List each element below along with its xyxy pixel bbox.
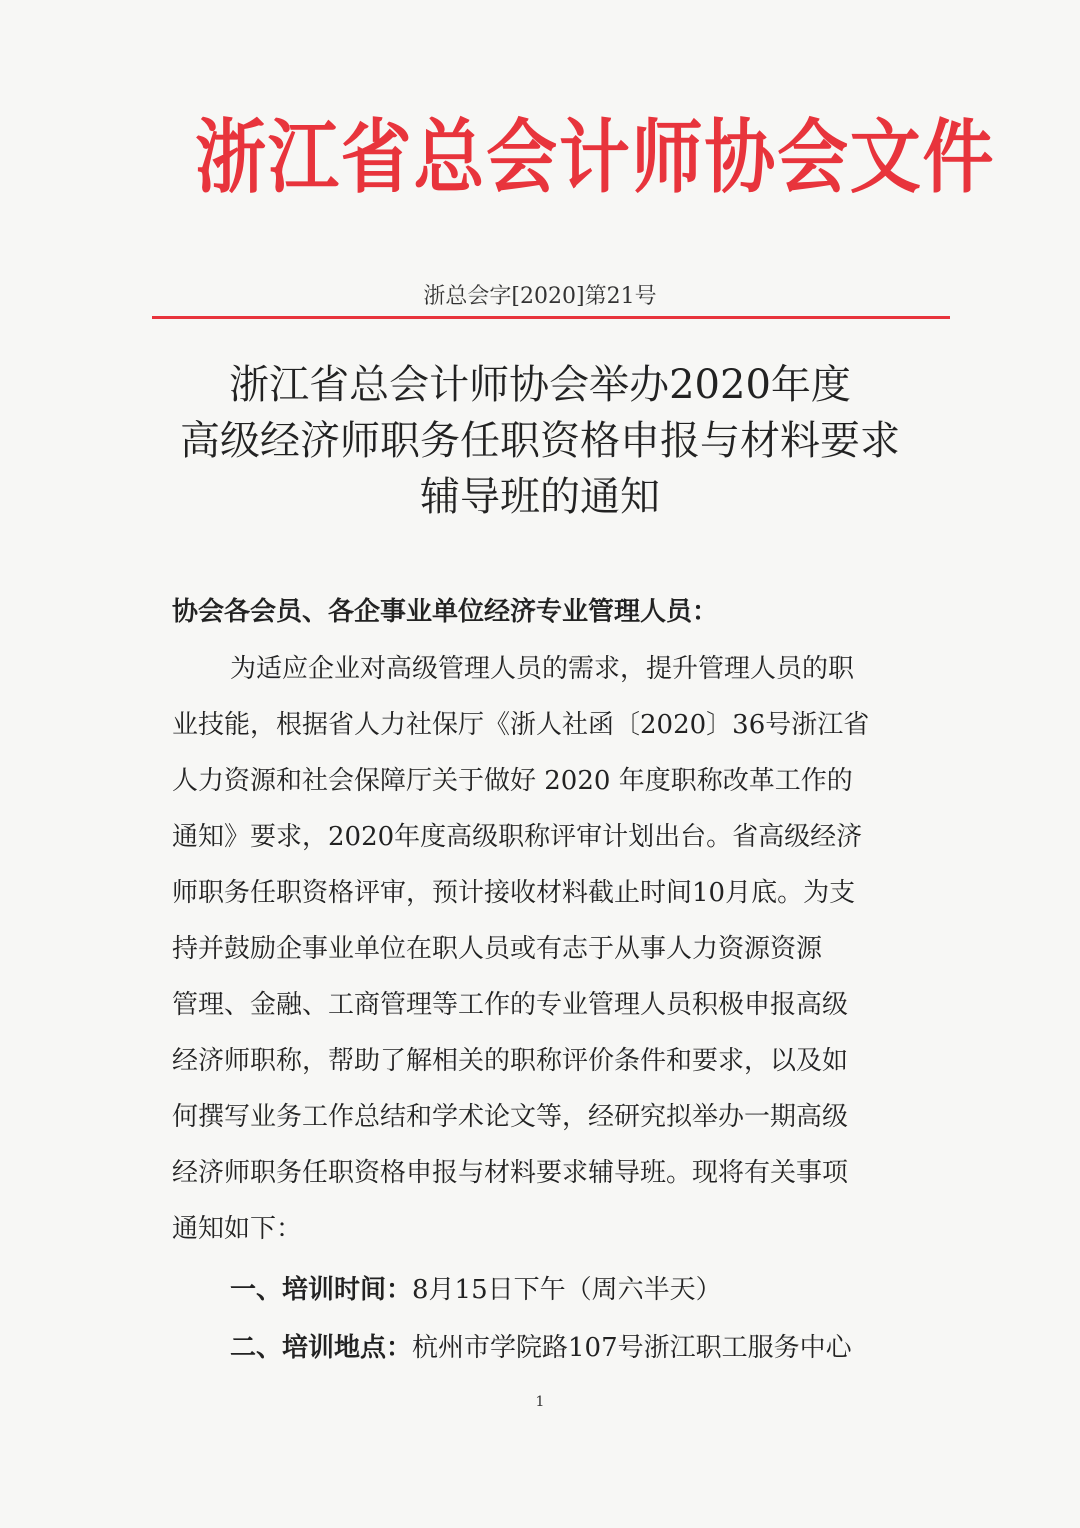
training-time-item <box>230 1270 722 1310</box>
body-line: 业技能，根据省人力社保厅《浙人社函〔2020〕36号浙江省 <box>172 710 870 740</box>
item-value: 杭州市学院路107号浙江职工服务中心 <box>412 1333 852 1363</box>
body-line: 持并鼓励企事业单位在职人员或有志于从事人力资源资源 <box>172 934 823 964</box>
body-line: 通知如下： <box>172 1214 303 1244</box>
notice-title-line: 浙江省总会计师协会举办2020年度 <box>229 362 851 408</box>
document-number: 浙总会字[2020]第21号 <box>423 284 657 309</box>
body-line: 通知》要求，2020年度高级职称评审计划出台。省高级经济 <box>172 822 863 852</box>
notice-title-line: 高级经济师职务任职资格申报与材料要求 <box>180 418 900 464</box>
body-line: 为适应企业对高级管理人员的需求，提升管理人员的职 <box>230 654 855 684</box>
item-label: 一、培训时间： <box>230 1275 413 1305</box>
notice-title-line: 辅导班的通知 <box>420 474 660 520</box>
notice-title <box>120 357 960 525</box>
page-number: 1 <box>535 1394 545 1410</box>
body-line: 何撰写业务工作总结和学术论文等，经研究拟举办一期高级 <box>172 1102 849 1132</box>
item-value: 8月15日下午（周六半天） <box>412 1275 722 1305</box>
body-line: 经济师职称，帮助了解相关的职称评价条件和要求，以及如 <box>172 1046 849 1076</box>
body-line: 师职务任职资格评审，预计接收材料截止时间10月底。为支 <box>172 878 856 908</box>
body-line: 管理、金融、工商管理等工作的专业管理人员积极申报高级 <box>172 990 849 1020</box>
item-label: 二、培训地点： <box>230 1333 413 1363</box>
salutation: 协会各会员、各企事业单位经济专业管理人员： <box>172 597 719 627</box>
header-title: 浙江省总会计师协会文件 <box>195 111 996 204</box>
body-line: 人力资源和社会保障厅关于做好 2020 年度职称改革工作的 <box>172 766 853 796</box>
body-line: 经济师职务任职资格申报与材料要求辅导班。现将有关事项 <box>172 1158 849 1188</box>
training-location-item <box>230 1328 852 1368</box>
red-divider-line <box>152 316 950 319</box>
